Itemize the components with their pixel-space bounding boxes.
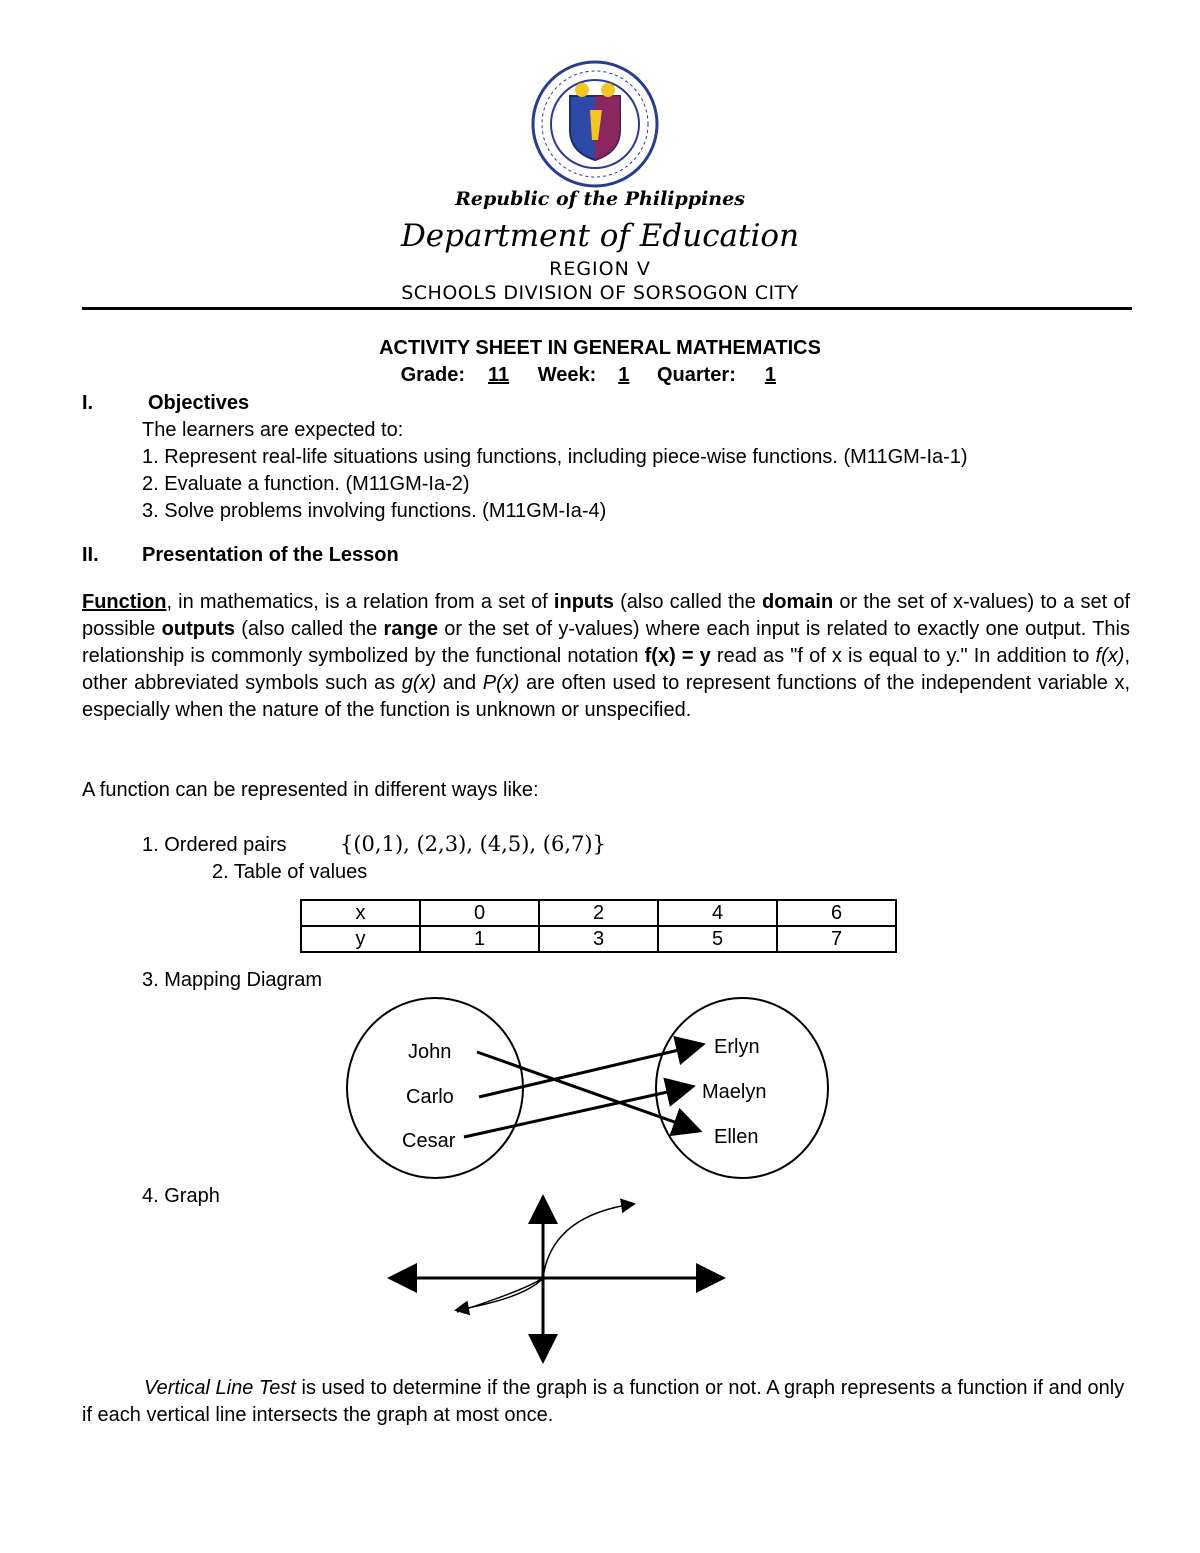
deped-seal: [520, 60, 670, 190]
week-label: Week:: [537, 364, 597, 386]
def-fx-italic: f(x): [1095, 645, 1125, 667]
objectives-intro: The learners are expected to:: [142, 419, 404, 441]
table-row: [301, 926, 896, 952]
quarter-label: Quarter:: [656, 364, 736, 386]
ordered-pairs-label: 1. Ordered pairs: [142, 834, 287, 856]
function-graph: [385, 1190, 730, 1365]
domain-element: Cesar: [402, 1130, 456, 1152]
def-text: or the set of x-values) to a set of possible: [82, 591, 1131, 640]
objective-item: 2. Evaluate a function. (M11GM-Ia-2): [142, 473, 470, 495]
table-cell: 7: [777, 926, 896, 952]
table-cell: x: [301, 900, 420, 926]
region-line: REGION V: [549, 258, 651, 280]
sheet-title: ACTIVITY SHEET IN GENERAL MATHEMATICS: [379, 337, 821, 359]
mapping-arrow: [479, 1045, 700, 1097]
range-element: Maelyn: [702, 1081, 767, 1103]
def-domain: domain: [762, 591, 834, 613]
domain-element: John: [408, 1041, 452, 1063]
def-text: (also called the: [613, 591, 763, 613]
def-px: P(x): [482, 672, 520, 694]
def-text: (also called the: [234, 618, 384, 640]
ways-intro: A function can be represented in different ways like:: [82, 779, 539, 801]
mapping-diagram-label: 3. Mapping Diagram: [142, 969, 323, 991]
department-name: Department of Education: [400, 218, 800, 254]
def-text: , other abbreviated symbols such as: [82, 645, 1130, 694]
objective-item: 1. Represent real-life situations using functions, including piece-wise functions. (M11GM-Ia-1): [142, 446, 968, 468]
table-cell: 4: [658, 900, 777, 926]
mapping-diagram: [340, 995, 840, 1185]
range-element: Ellen: [714, 1126, 759, 1148]
grade-value: 11: [488, 364, 510, 386]
def-text: are often used to represent functions of the independent variable x, especially when the nature of the function is unknown or unspecified.: [82, 672, 1131, 721]
objective-item: 3. Solve problems involving functions. (M11GM-Ia-4): [142, 500, 607, 522]
table-cell: 3: [539, 926, 658, 952]
def-gx: g(x): [401, 672, 437, 694]
republic-line: Republic of the Philippines: [455, 188, 745, 210]
range-element: Erlyn: [714, 1036, 760, 1058]
division-line: SCHOOLS DIVISION OF SORSOGON CITY: [401, 282, 799, 304]
week-value: 1: [618, 364, 630, 386]
domain-element: Carlo: [406, 1086, 454, 1108]
table-cell: 6: [777, 900, 896, 926]
def-text: and: [436, 672, 483, 694]
table-cell: 1: [420, 926, 539, 952]
objectives-numeral: I.: [82, 392, 94, 414]
def-outputs: outputs: [161, 618, 235, 640]
table-cell: 5: [658, 926, 777, 952]
def-inputs: inputs: [553, 591, 614, 613]
header-divider: [82, 307, 1132, 310]
vlt-text: is used to determine if the graph is a function or not. A graph represents a function if and only if each vertical line intersects the graph at most once.: [82, 1377, 1125, 1426]
presentation-numeral: II.: [82, 544, 99, 566]
def-fx: f(x) = y: [644, 645, 711, 667]
table-cell: 0: [420, 900, 539, 926]
def-text: , in mathematics, is a relation from a set of: [166, 591, 554, 613]
def-text: or the set of y-values) where each input is related to exactly one output. This relationship is commonly symbolized by the functional notation: [82, 618, 1131, 667]
objectives-heading: Objectives: [148, 392, 250, 414]
graph-label: 4. Graph: [142, 1185, 220, 1207]
values-table: [300, 899, 897, 953]
table-of-values-label: 2. Table of values: [212, 861, 368, 883]
table-cell: y: [301, 926, 420, 952]
def-range: range: [383, 618, 438, 640]
grade-week-quarter: [0, 364, 1200, 387]
function-definition: [82, 589, 1130, 724]
function-curve-tail: [457, 1278, 543, 1310]
table-row: [301, 900, 896, 926]
vlt-term: Vertical Line Test: [144, 1377, 296, 1399]
presentation-heading: Presentation of the Lesson: [142, 544, 399, 566]
grade-label: Grade:: [400, 364, 466, 386]
table-cell: 2: [539, 900, 658, 926]
vertical-line-test-paragraph: [82, 1375, 1130, 1429]
function-curve: [457, 1204, 633, 1312]
def-term: Function: [82, 591, 167, 613]
quarter-value: 1: [764, 364, 776, 386]
mapping-arrow: [464, 1087, 690, 1137]
ordered-pairs-set: {(0,1), (2,3), (4,5), (6,7)}: [340, 832, 606, 856]
def-text: read as "f of x is equal to y." In addition to: [710, 645, 1096, 667]
